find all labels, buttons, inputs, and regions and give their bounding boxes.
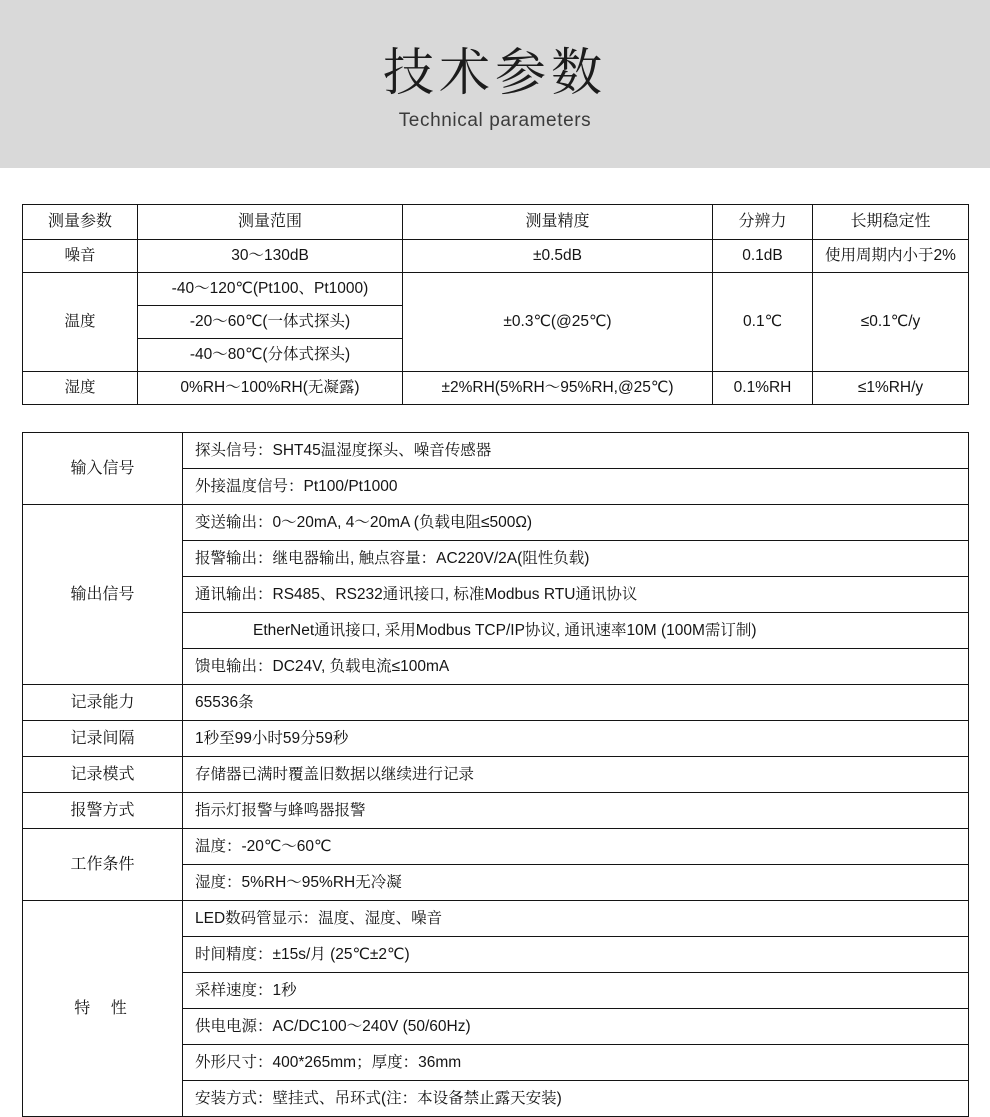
table-row [23, 757, 969, 793]
feature-value-cell: 采样速度：1秒 [183, 973, 969, 1009]
table-row [23, 901, 969, 937]
column-header: 测量参数 [23, 205, 138, 240]
feature-label-cell: 记录间隔 [23, 721, 183, 757]
column-header: 测量范围 [138, 205, 403, 240]
feature-spec-table [22, 432, 969, 1117]
feature-value-cell: 安装方式：壁挂式、吊环式(注：本设备禁止露天安装) [183, 1081, 969, 1117]
page-title: 技术参数 [382, 43, 607, 101]
table-row [23, 240, 969, 273]
stability-cell: ≤1%RH/y [813, 372, 969, 405]
feature-value-cell: 指示灯报警与蜂鸣器报警 [183, 793, 969, 829]
table-row [23, 829, 969, 865]
stability-cell: ≤0.1℃/y [813, 273, 969, 372]
feature-spec-body [23, 433, 969, 1117]
accuracy-cell: ±0.5dB [403, 240, 713, 273]
feature-value-cell: 通讯输出：RS485、RS232通讯接口, 标准Modbus RTU通讯协议 [183, 577, 969, 613]
feature-value-cell: 外形尺寸：400*265mm；厚度：36mm [183, 1045, 969, 1081]
page-subtitle: Technical parameters [398, 110, 592, 132]
table-row [23, 273, 969, 306]
param-name-cell: 温度 [23, 273, 138, 372]
feature-value-cell: 变送输出：0～20mA, 4～20mA (负载电阻≤500Ω) [183, 505, 969, 541]
feature-value-cell: 外接温度信号：Pt100/Pt1000 [183, 469, 969, 505]
table-row [23, 372, 969, 405]
column-header: 长期稳定性 [813, 205, 969, 240]
column-header: 分辨力 [713, 205, 813, 240]
feature-value-cell: 报警输出：继电器输出, 触点容量：AC220V/2A(阻性负载) [183, 541, 969, 577]
feature-value-cell: 时间精度：±15s/月 (25℃±2℃) [183, 937, 969, 973]
range-cell: -40～80℃(分体式探头) [138, 339, 403, 372]
range-cell: 0%RH～100%RH(无凝露) [138, 372, 403, 405]
feature-value-cell: 探头信号：SHT45温湿度探头、噪音传感器 [183, 433, 969, 469]
feature-label-cell: 报警方式 [23, 793, 183, 829]
feature-value-cell: LED数码管显示：温度、湿度、噪音 [183, 901, 969, 937]
range-cell: 30～130dB [138, 240, 403, 273]
param-name-cell: 湿度 [23, 372, 138, 405]
table-row [23, 505, 969, 541]
spec-sheet [0, 204, 990, 1117]
table-row [23, 433, 969, 469]
feature-label-cell: 记录模式 [23, 757, 183, 793]
range-cell: -20～60℃(一体式探头) [138, 306, 403, 339]
stability-cell: 使用周期内小于2% [813, 240, 969, 273]
feature-value-cell: 湿度：5%RH～95%RH无冷凝 [183, 865, 969, 901]
table-row [23, 685, 969, 721]
feature-value-cell: 温度：-20℃～60℃ [183, 829, 969, 865]
feature-value-cell: 供电电源：AC/DC100～240V (50/60Hz) [183, 1009, 969, 1045]
table-row [23, 793, 969, 829]
feature-label-cell: 输出信号 [23, 505, 183, 685]
table-header-row [23, 205, 969, 240]
resolution-cell: 0.1dB [713, 240, 813, 273]
feature-value-cell: EtherNet通讯接口, 采用Modbus TCP/IP协议, 通讯速率10M (100M需订制) [183, 613, 969, 649]
feature-label-cell: 特 性 [23, 901, 183, 1117]
feature-label-cell: 工作条件 [23, 829, 183, 901]
column-header: 测量精度 [403, 205, 713, 240]
accuracy-cell: ±2%RH(5%RH～95%RH,@25℃) [403, 372, 713, 405]
resolution-cell: 0.1℃ [713, 273, 813, 372]
param-name-cell: 噪音 [23, 240, 138, 273]
feature-label-cell: 记录能力 [23, 685, 183, 721]
feature-value-cell: 存储器已满时覆盖旧数据以继续进行记录 [183, 757, 969, 793]
accuracy-cell: ±0.3℃(@25℃) [403, 273, 713, 372]
page-header [0, 0, 990, 168]
measurement-spec-body [23, 205, 969, 405]
feature-value-cell: 馈电输出：DC24V, 负载电流≤100mA [183, 649, 969, 685]
range-cell: -40～120℃(Pt100、Pt1000) [138, 273, 403, 306]
feature-value-cell: 65536条 [183, 685, 969, 721]
feature-value-cell: 1秒至99小时59分59秒 [183, 721, 969, 757]
table-row [23, 721, 969, 757]
measurement-spec-table [22, 204, 969, 405]
feature-label-cell: 输入信号 [23, 433, 183, 505]
resolution-cell: 0.1%RH [713, 372, 813, 405]
